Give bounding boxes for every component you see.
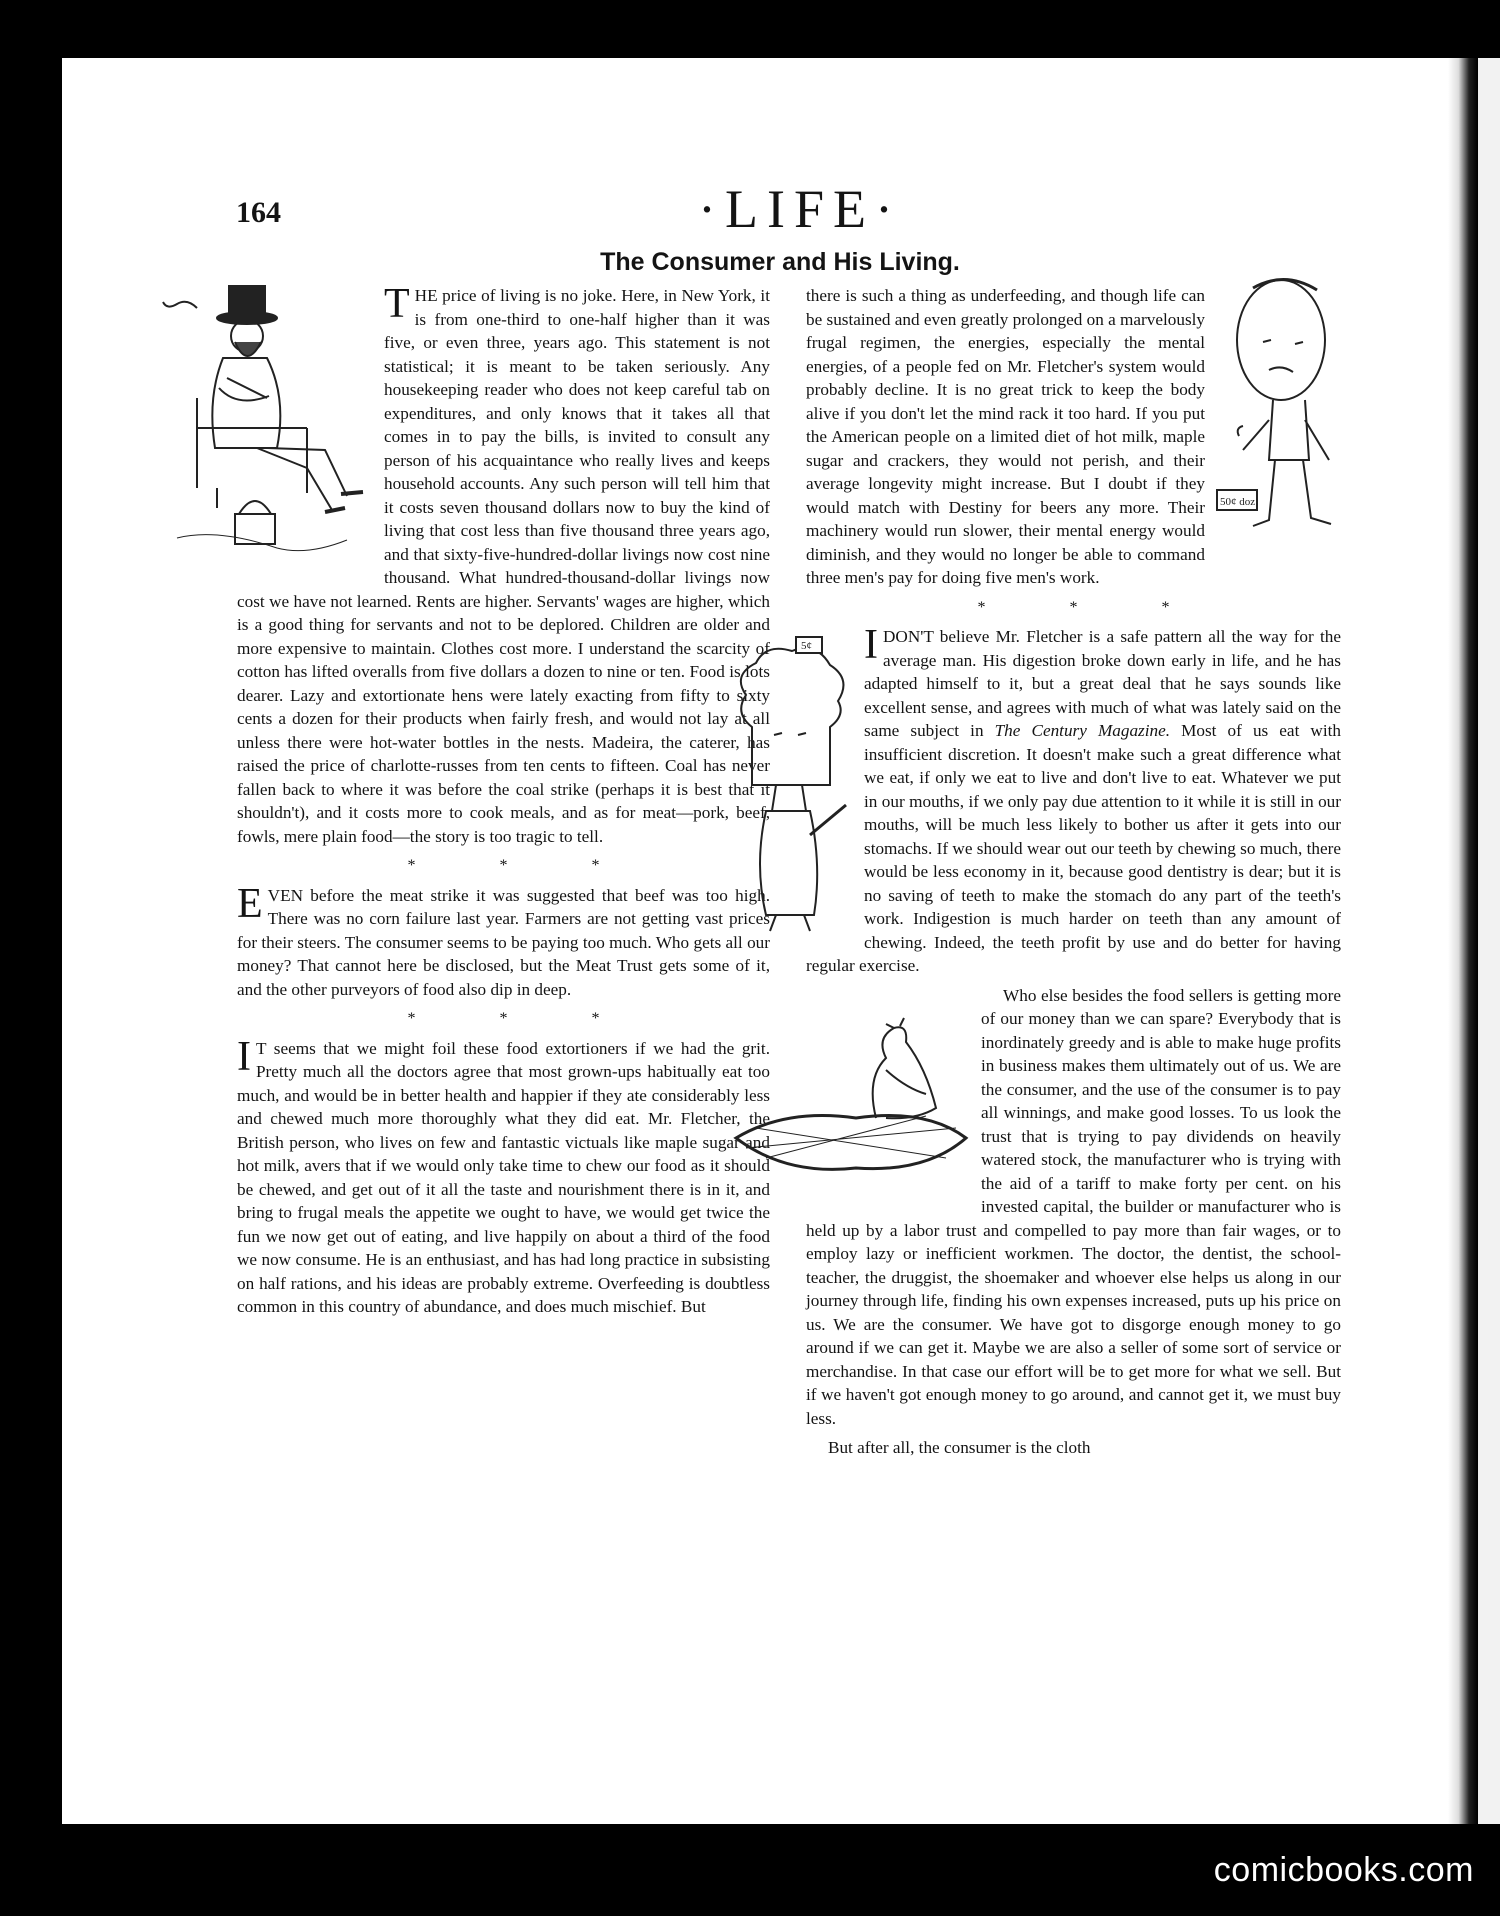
bread-loaf-illustration [726,635,856,945]
right-paragraph-4: But after all, the consumer is the cloth [828,1438,1091,1457]
right-paragraph-3: Who else besides the food sellers is getting more of our money than we can spare? Everybody that is inordinately greedy and is able to make huge profits in business makes them ultimately out of us. We are the consumer, and the use of the consumer is to pay all winnings, and make good losses. To us look the trust that is trying to pay dividends on heavily watered stock, the manufacturer who is trying with the aid of a tariff to make forty per cent. on his invested capital, the builder or manufacturer who is held up by a labor trust and compelled to pay more than fair wages, or to employ lazy or inefficient workmen. The doctor, the dentist, the school-teacher, the druggist, the shoemaker and whoever else helps us along in our journey through life, finding his own expenses increased, puts up his price on us. We are the consumer. We have got to disgorge enough money to go around if we can get it. Maybe we are also a seller of some sort of service or merchandise. In that case our effort will be to get more for what we sell. But if we haven't got enough money to go around, and cannot get it, we must buy less. [806,985,1341,1428]
gentleman-illustration [157,278,372,568]
page-number: 164 [236,196,281,229]
book-spine [1448,58,1478,1824]
section-divider-stars: * * * [977,598,1210,616]
bread-price-sign: 5¢ [801,640,812,652]
magazine-title: The Century Magazine. [994,721,1171,740]
left-paragraph-3: IT seems that we might foil these food extortioners if we had the grit. Pretty much all the doctors agree that most grown-ups habitually eat too much, and would be in better health and happier if they ate considerably less and chewed much more thoroughly what they did eat. Mr. Fletcher, the British person, who lives on few and fantastic victuals like maple sugar and hot milk, avers that if we would only take time to chew our food as it should be chewed, and get out of it all the taste and nourishment there is in it, and bring to frugal meals the appetite we ought to have, we would get twice the fun we now get out of eating, and live happily on about a third of the food we now consume. He is an enthusiast, and has had long practice in subsisting on half rations, and his ideas are probably extreme. Overfeeding is doubtless common in this country of abundance, and does much mischief. But [237,1033,770,1316]
section-divider-stars: * * * [407,857,640,874]
right-column [801,284,1341,1466]
section-divider-stars: * * * [407,1010,640,1027]
egg-price-sign: 50¢ doz [1220,496,1256,508]
article-headline: The Consumer and His Living. [600,248,960,276]
watermark: comicbooks.com [1213,1851,1474,1889]
right-paragraph-2: I DON'T believe Mr. Fletcher is a safe pattern all the way for the average man. His digestion broke down early in life, and he has adapted himself to it, but a great deal that he says sounds like excellent sense, and agrees with much of what was lately said on the same subject in The Century Magazine. Most of us eat with insufficient discretion. It doesn't make such a great difference what we eat, if only we eat to live and don't live to eat. Whatever we put in our mouths, if we only pay due attention to it while it is still in our mouths, will be much less likely to bother us after it gets into our stomachs. If we should wear out our teeth by chewing so much, there would be less economy in it, because good dentistry is dear; but it is no saving of teeth to make the stomach do any part of the teeth's work. Indigestion is much harder on teeth than any amount of chewing. Indeed, the teeth profit by use and do better for having regular exercise. [806,622,1341,975]
left-paragraph-2: EVEN before the meat strike it was suggested that beef was too high. There was no corn failure last year. Farmers are not getting vast prices for their steers. The consumer seems to be paying too much. Who gets all our money? That cannot here be disclosed, but the Meat Trust gets some of it, and the other purveyors of food also dip in deep. [237,880,770,999]
right-paragraph-1: there is such a thing as underfeeding, and though life can be sustained and even greatly prolonged on a marvelously frugal regimen, the energies, especially the mental energies, of a people fed on Mr. Fletcher's system would probably decline. It is no great trick to keep the body alive if you don't let the mind rack it too hard. If you put the American people on a limited diet of hot milk, maple sugar and crackers, they would not perish, and their average longevity might increase. But I doubt if they would match with Destiny for beers any more. Their machinery would run slower, their mental energy would diminish, and they would no longer be able to command three men's pay for doing five men's work. [806,286,1206,587]
left-paragraph-1: THE price of living is no joke. Here, in New York, it is from one-third to one-half higher than it was five, or even three, years ago. This statement is not statistical; it is meant to be taken seriously. Any housekeeping reader who does not keep careful tab on expenditures, and only knows that it takes all that comes in to pay the bills, is invited to consult any person of his acquaintance who really lives and keeps household accounts. Any such person will tell him that it costs seven thousand dollars now to buy the kind of living that cost less than five thousand three years ago, and that sixty-five-hundred-dollar livings now cost nine thousand. What hundred-thousand-dollar livings now cost we have not learned. Rents are higher. Servants' wages are higher, which is a good thing for servants and not to be deplored. Children are older and more expensive to maintain. Clothes cost more. I understand the scarcity of cotton has lifted overalls from five dollars a dozen to nine or ten. Food is lots dearer. Lazy and extortionate hens were lately exacting from fifty to sixty cents a dozen for their products when fairly fresh, and would not lay at all unless there were hot-water bottles in the nests. Madeira, the caterer, has raised the price of charlotte-russes from ten cents to fifteen. Coal has never fallen back to where it was before the coal strike (perhaps it is best that it shouldn't), and it costs more to cook meals, and as for meat—pork, beef, fowls, mere plain food—the story is too tragic to tell. [237,281,770,846]
masthead: ·LIFE· [698,179,902,239]
facing-page-edge [1478,58,1500,1824]
left-column [237,281,770,1325]
hen-on-nest-illustration [726,998,981,1198]
egg-man-illustration [1213,270,1363,560]
